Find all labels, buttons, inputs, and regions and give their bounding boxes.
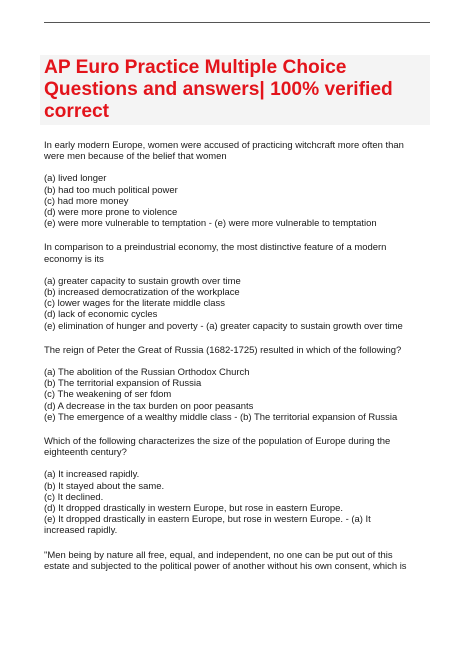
question-stem-line: were men because of the belief that women [44,151,227,163]
answer-option: (d) were more prone to violence [44,207,178,219]
question-stem-line: eighteenth century? [44,447,127,459]
answer-option: (b) It stayed about the same. [44,480,165,492]
document-title: AP Euro Practice Multiple Choice Questions and answers| 100% verified correct [44,57,393,122]
question-stem-line: "Men being by nature all free, equal, and independent, no one can be put out of this [44,549,393,561]
question-3 [44,345,444,423]
answer-option: (a) greater capacity to sustain growth over time [44,275,241,287]
answer-option: increased rapidly. [44,525,118,537]
answer-option: (b) increased democratization of the workplace [44,287,240,299]
spacer [44,458,444,469]
question-2 [44,242,444,331]
spacer [44,162,444,173]
question-stem-line: In comparison to a preindustrial economy, the most distinctive feature of a modern [44,242,387,254]
question-stem-line: economy is its [44,253,104,265]
answer-option: (a) The abolition of the Russian Orthodox Church [44,367,250,379]
answer-option: (e) elimination of hunger and poverty - (a) greater capacity to sustain growth over time [44,320,403,332]
question-stem-line: In early modern Europe, women were accused of practicing witchcraft more often than [44,140,404,151]
answer-option: (c) lower wages for the literate middle class [44,298,225,310]
questions-content [44,140,444,572]
answer-option: (d) It dropped drastically in western Europe, but rose in eastern Europe. [44,503,344,515]
answer-option: (e) It dropped drastically in eastern Europe, but rose in western Europe. - (a) It [44,514,371,526]
answer-option: (c) It declined. [44,491,104,503]
answer-option: (d) A decrease in the tax burden on poor peasants [44,400,254,412]
answer-option: (c) had more money [44,195,129,207]
answer-option: (a) It increased rapidly. [44,469,140,481]
question-5 [44,550,444,572]
answer-option: (b) had too much political power [44,184,178,196]
answer-option: (c) The weakening of ser fdom [44,389,172,401]
question-1 [44,140,444,229]
question-stem-line: Which of the following characterizes the size of the population of Europe during the [44,436,391,448]
top-rule [44,22,430,23]
spacer [44,356,444,367]
answer-option: (e) were more vulnerable to temptation - (e) were more vulnerable to temptation [44,218,377,230]
spacer [44,265,444,276]
answer-option: (a) lived longer [44,173,107,185]
answer-option: (e) The emergence of a wealthy middle class - (b) The territorial expansion of Russia [44,411,398,423]
answer-option: (d) lack of economic cycles [44,309,158,321]
question-stem-line: The reign of Peter the Great of Russia (1682-1725) resulted in which of the following? [44,344,402,356]
question-stem-line: estate and subjected to the political power of another without his own consent, which is [44,560,407,572]
question-4 [44,436,444,537]
answer-option: (b) The territorial expansion of Russia [44,378,202,390]
